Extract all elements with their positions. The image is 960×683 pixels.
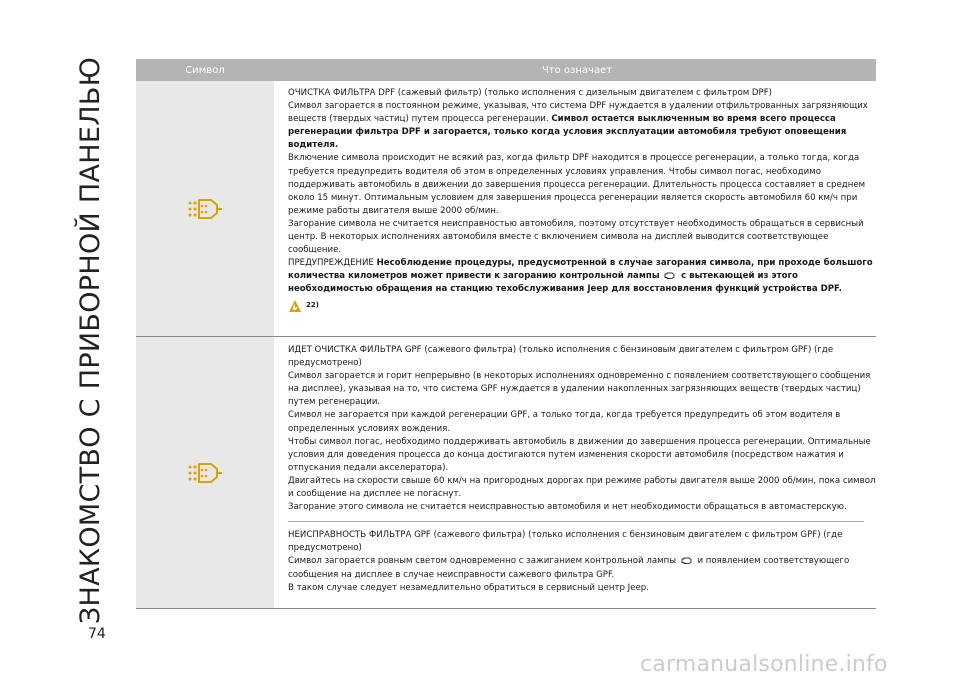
gpf-conditions: Двигайтесь на скорости свыше 60 км/ч на пригородных дорогах при режиме работы двигателя выше 2000 об/мин, пока символ и сообщение на дисплее не погаснут.	[288, 475, 876, 500]
warning-reference	[288, 299, 876, 313]
gpf-fault-action: В таком случае следует незамедлительно обратиться в сервисный центр Jeep.	[288, 582, 649, 593]
symbol-cell	[136, 81, 274, 336]
gpf-note: Загорание этого символа не считается неисправностью автомобиля и нет необходимости обращаться в автомастерскую.	[288, 502, 847, 513]
engine-check-icon	[681, 556, 693, 565]
side-section-title	[66, 56, 116, 624]
page-number: 74	[88, 626, 106, 642]
gpf-title: ИДЕТ ОЧИСТКА ФИЛЬТРА GPF (сажевого фильтра) (только исполнения с бензиновым двигателем с фильтром GPF) (где предусмотрено)	[288, 345, 834, 369]
table-row-dpf	[136, 81, 876, 337]
dpf-warning: ПРЕДУПРЕЖДЕНИЕ Несоблюдение процедуры, предусмотренной в случае загорания символа, при проходе большого количества километров может привести к загоранию контрольной лампы с вытекающей из этого необходимостью обращения на станцию техобслуживания Jeep для восстановления функций устройства DPF.	[288, 258, 873, 295]
meaning-cell	[274, 337, 876, 608]
gpf-activation: Символ не загорается при каждой регенерации GPF, а только тогда, когда требуется предупредить об этом водителя в определенных условиях вождения.	[288, 410, 841, 434]
hand-warning-icon	[288, 299, 302, 313]
gpf-procedure: Чтобы символ погас, необходимо поддерживать автомобиль в движении до завершения процесса регенерации. Оптимальные условия для доведения процесса до конца достигаются путем изменения скорости автомобиля (посредством нажатия и отпускания педали акселератора).	[288, 436, 871, 473]
section-divider	[288, 514, 864, 522]
dpf-desc: Символ загорается в постоянном режиме, указывая, что система DPF нуждается в удалении отфильтрованных загрязняющих веществ (твердых частиц) путем процесса регенерации. Символ остается выключенным во время всего процесса регенерации фильтра DPF и загорается, только когда условия эксплуатации автомобиля требуют оповещения водителя.	[288, 101, 868, 151]
watermark-text: carmanualsonline.info	[640, 652, 888, 677]
header-symbol: Символ	[185, 64, 225, 76]
gpf-desc: Символ загорается и горит непрерывно (в некоторых исполнениях одновременно с появлением соответствующего сообщения на дисплее), указывая на то, что система GPF нуждается в удалении накопленных загрязняющих веществ (твердых частиц) путем регенерации.	[288, 371, 871, 408]
side-title-text: ЗНАКОМСТВО С ПРИБОРНОЙ ПАНЕЛЬЮ	[75, 56, 107, 624]
symbol-table	[136, 59, 876, 609]
table-row-gpf	[136, 337, 876, 609]
gpf-filter-icon	[187, 461, 223, 485]
table-header	[136, 59, 876, 81]
gpf-fault-title: НЕИСПРАВНОСТЬ ФИЛЬТРА GPF (сажевого фильтра) (только исполнения с бензиновым двигателем с фильтром GPF) (где предусмотрено)	[288, 530, 843, 554]
dpf-note: Загорание символа не считается неисправностью автомобиля, поэтому отсутствует необходимость обращаться в сервисный центр. В некоторых исполнениях автомобиля вместе с включением символа на дисплей выводится соответствующее сообщение.	[288, 218, 864, 256]
gpf-fault-desc: Символ загорается ровным светом одновременно с зажиганием контрольной лампы и появлением соответствующего сообщения на дисплее в случае неисправности сажевого фильтра GPF.	[288, 556, 850, 580]
dpf-activation: Включение символа происходит не всякий раз, когда фильтр DPF находится в процессе регенерации, а только тогда, когда требуется предупредить водителя об этом в определенных условиях управления. Чтобы символ погас, необходимо поддерживать автомобиль в движении до завершения процесса регенерации. Длительность процесса составляет в среднем около 15 минут. Оптимальным условием для завершения процесса регенерации является скорость автомобиля 60 км/ч при режиме работы двигателя выше 2000 об/мин.	[288, 153, 866, 216]
header-meaning: Что означает	[541, 64, 613, 76]
meaning-cell	[274, 81, 876, 336]
warning-ref-number: 22)	[306, 300, 319, 309]
symbol-cell	[136, 337, 274, 608]
engine-check-icon	[664, 271, 676, 280]
dpf-filter-icon	[187, 197, 223, 221]
dpf-title: ОЧИСТКА ФИЛЬТРА DPF (сажевый фильтр) (только исполнения с дизельным двигателем с фильтром DPF)	[288, 88, 773, 98]
